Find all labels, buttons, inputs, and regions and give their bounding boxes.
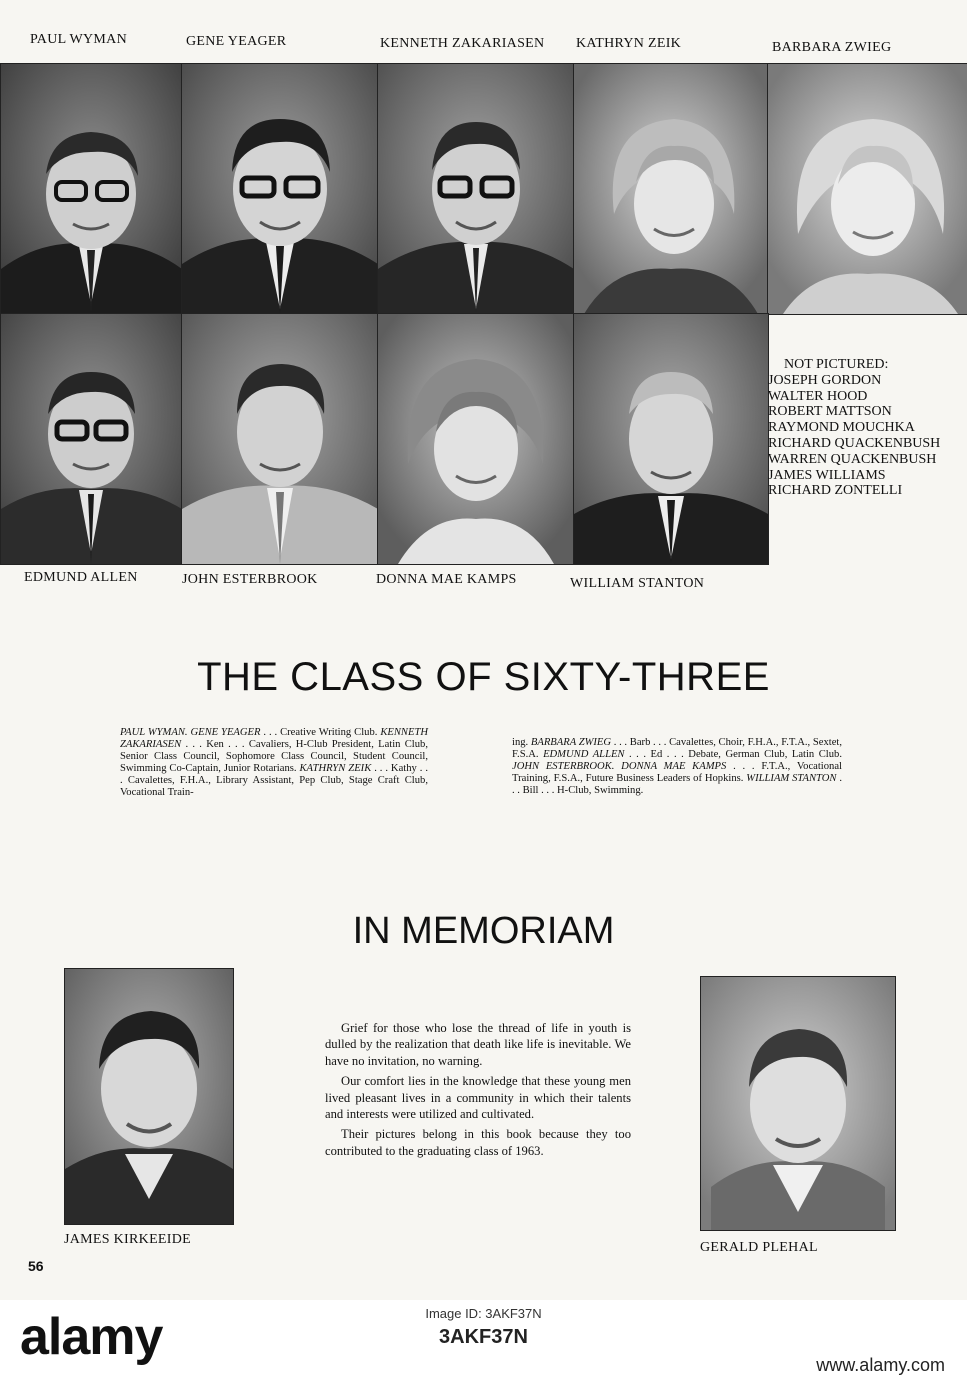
portrait-photo [181, 63, 379, 315]
portrait-name: PAUL WYMAN [30, 32, 127, 47]
not-pictured-name: JAMES WILLIAMS [768, 467, 886, 483]
portrait-name: GENE YEAGER [186, 34, 287, 49]
memoriam-paragraph: Grief for those who lose the thread of life in youth is dulled by the realization that death like life is inevitable. We have no invitation, no warning. [325, 1021, 631, 1068]
memoriam-paragraph: Their pictures belong in this book because they too contributed to the graduating class of 1963. [325, 1127, 631, 1158]
memoriam-text [325, 1020, 631, 1163]
site-url: www.alamy.com [816, 1355, 945, 1375]
caption-names: WILLIAM STANTON [746, 773, 837, 784]
caption-text: . . . Ken . . . Cavaliers, H-Club President, Latin Club, Senior Class Council, Sophomore Class Council, Student Council, Swimming Co-Captain, Junior Rotarians. [120, 739, 428, 774]
not-pictured-name: JOSEPH GORDON [768, 372, 882, 388]
portrait-photo [377, 63, 575, 315]
portrait-name: EDMUND ALLEN [24, 570, 138, 585]
class-caption-right [512, 737, 842, 797]
memoriam-paragraph: Our comfort lies in the knowledge that these young men lived pleasant lives in a community in which their talents and interests were utilized and cultivated. [325, 1074, 631, 1122]
memoriam-photo [700, 976, 896, 1231]
caption-text: . . . Barb . . . Cavalettes, Choir, F.H.A., F.T.A., Sextet, F.S.A. [512, 737, 842, 760]
portrait-name: WILLIAM STANTON [570, 576, 705, 591]
caption-text: . . . Creative Writing Club. [260, 727, 381, 738]
caption-text: . . . F.T.A., Vocational Training, F.S.A., Future Business Leaders of Hopkins. [512, 761, 842, 784]
not-pictured-heading: NOT PICTURED: [784, 357, 889, 372]
portrait-name: BARBARA ZWIEG [772, 40, 892, 55]
class-caption-left [120, 727, 428, 799]
not-pictured-name: WALTER HOOD [768, 388, 868, 404]
portrait-photo [573, 63, 769, 315]
caption-text: . . . Ed . . . Debate, German Club, Latin Club. [624, 749, 842, 760]
portrait-name: KENNETH ZAKARIASEN [380, 36, 545, 51]
portrait-name: DONNA MAE KAMPS [376, 572, 517, 587]
image-id-label: Image ID: 3AKF37N [425, 1306, 542, 1321]
memoriam-photo [64, 968, 234, 1225]
caption-text: . . . Bill . . . H-Club, Swimming. [512, 773, 842, 796]
portrait-photo [767, 63, 967, 315]
image-id-watermark: 3AKF37N [439, 1326, 528, 1348]
memoriam-name: JAMES KIRKEEIDE [64, 1232, 191, 1247]
not-pictured-name: ROBERT MATTSON [768, 404, 892, 420]
memoriam-name: GERALD PLEHAL [700, 1240, 818, 1255]
not-pictured-name: RICHARD ZONTELLI [768, 483, 903, 499]
portrait-name: KATHRYN ZEIK [576, 36, 682, 51]
not-pictured-list [768, 357, 940, 499]
caption-names: KENNETH ZAKARIASEN [120, 727, 428, 750]
caption-text: . . . Kathy . . . Cavalettes, F.H.A., Library Assistant, Pep Club, Stage Craft Club, Vocational Train- [120, 763, 428, 798]
portrait-photo [0, 313, 183, 565]
not-pictured-name: WARREN QUACKENBUSH [768, 451, 937, 467]
portrait-photo [181, 313, 379, 565]
caption-names: PAUL WYMAN. GENE YEAGER [120, 727, 261, 738]
portrait-photo [0, 63, 183, 315]
memoriam-title: IN MEMORIAM [352, 910, 615, 952]
caption-text: ing. [512, 737, 531, 748]
caption-names: EDMUND ALLEN [543, 749, 625, 760]
portrait-name: JOHN ESTERBROOK [182, 572, 318, 587]
portrait-photo [573, 313, 769, 565]
portrait-photo [377, 313, 575, 565]
caption-names: KATHRYN ZEIK [299, 763, 372, 774]
page-number: 56 [28, 1258, 44, 1274]
caption-names: BARBARA ZWIEG [530, 737, 612, 748]
class-title: THE CLASS OF SIXTY-THREE [197, 655, 770, 699]
not-pictured-name: RICHARD QUACKENBUSH [768, 435, 941, 451]
not-pictured-name: RAYMOND MOUCHKA [768, 420, 915, 436]
caption-names: JOHN ESTERBROOK. DONNA MAE KAMPS [512, 761, 727, 772]
alamy-logo: alamy [20, 1308, 163, 1366]
